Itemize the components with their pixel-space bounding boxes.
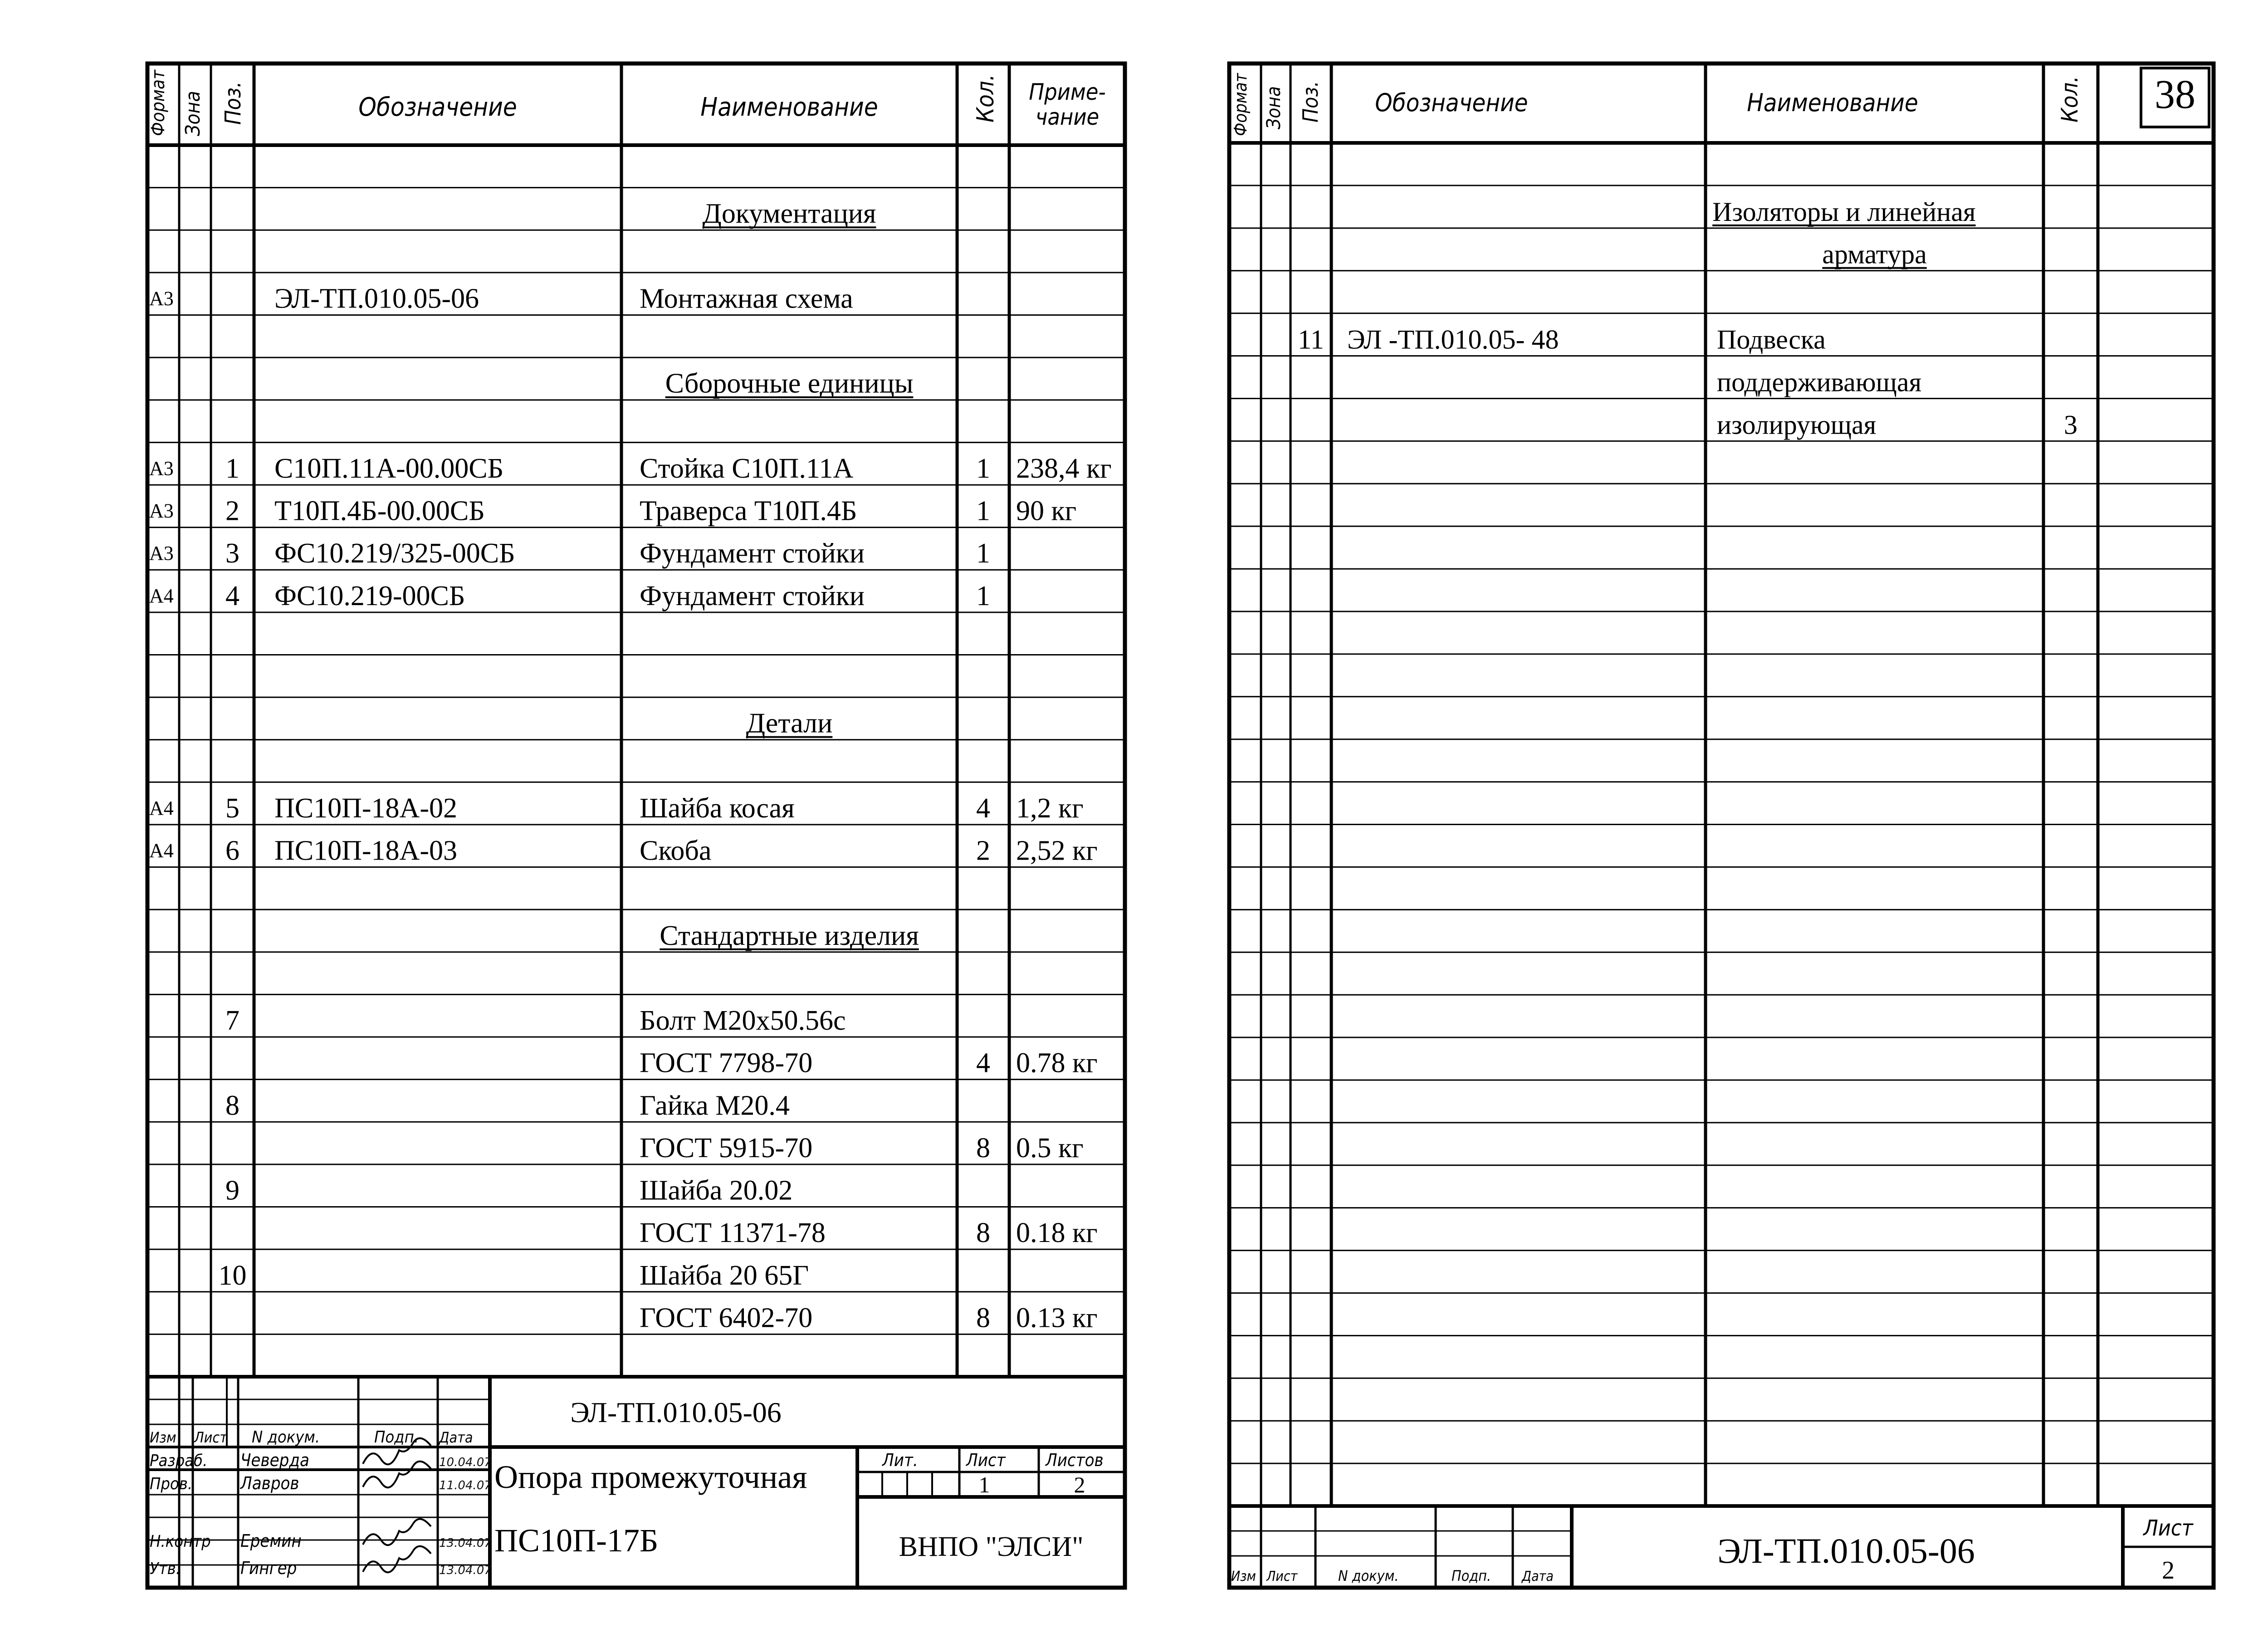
cell-note: 0.5 кг xyxy=(1016,1132,1084,1164)
cell-name: Шайба 20.02 xyxy=(640,1175,793,1206)
section-heading: Стандартные изделия xyxy=(660,920,919,951)
section-heading: Сборочные единицы xyxy=(665,368,914,399)
document-title: Опора промежуточная xyxy=(494,1459,807,1495)
cell-designation: ЭЛ -ТП.010.05- 48 xyxy=(1347,324,1559,355)
cell-note: 0.13 кг xyxy=(1016,1302,1098,1334)
cell-pos: 4 xyxy=(225,580,240,611)
role-surname: Лавров xyxy=(240,1473,299,1493)
cell-format: А3 xyxy=(149,499,174,522)
cell-qty: 3 xyxy=(2064,410,2077,440)
role-date: 13.04.07 xyxy=(439,1564,492,1577)
header-name: Наименование xyxy=(1747,88,1918,117)
cell-name: Шайба косая xyxy=(640,792,795,824)
label-sheets: Листов xyxy=(1046,1450,1104,1470)
label-podp: Подп. xyxy=(374,1428,419,1447)
right-title-block xyxy=(1229,1506,2214,1588)
sheet-number: 1 xyxy=(978,1472,990,1497)
handwritten-signature xyxy=(363,1462,431,1488)
label-izm: Изм xyxy=(1231,1569,1256,1584)
header-qty: Кол. xyxy=(972,74,999,122)
cell-qty: 8 xyxy=(976,1132,990,1164)
sheet-number: 2 xyxy=(2162,1556,2175,1584)
cell-note: 238,4 кг xyxy=(1016,453,1112,484)
cell-name: ГОСТ 5915-70 xyxy=(640,1132,813,1164)
label-ndokum: N докум. xyxy=(252,1428,320,1447)
cell-note: 0.78 кг xyxy=(1016,1047,1098,1079)
role-label: Н.контр xyxy=(150,1532,211,1551)
header-format: Формат xyxy=(148,70,169,136)
role-surname: Чеверда xyxy=(240,1450,309,1470)
cell-pos: 5 xyxy=(225,792,240,824)
cell-pos: 2 xyxy=(225,495,240,527)
cell-designation: ПС10П-18А-03 xyxy=(274,835,457,866)
role-label: Пров. xyxy=(150,1475,193,1493)
cell-name: Гайка М20.4 xyxy=(640,1090,790,1121)
role-date: 11.04.07 xyxy=(439,1479,492,1492)
cell-name: Фундамент стойки xyxy=(640,538,865,569)
cell-qty: 4 xyxy=(976,792,990,824)
cell-pos: 8 xyxy=(225,1090,240,1121)
cell-name: Шайба 20 65Г xyxy=(640,1260,809,1291)
label-lit: Лит. xyxy=(882,1450,918,1470)
label-data: Дата xyxy=(1522,1569,1554,1584)
section-heading: Документация xyxy=(702,198,876,230)
cell-designation: ЭЛ-ТП.010.05-06 xyxy=(274,283,479,314)
label-ndokum: N докум. xyxy=(1338,1567,1399,1584)
cell-name: Траверса Т10П.4Б xyxy=(640,495,857,527)
cell-format: А4 xyxy=(149,584,174,607)
cell-pos: 1 xyxy=(225,453,240,484)
label-sheet: Лист xyxy=(2143,1516,2193,1541)
cell-name: Стойка С10П.11А xyxy=(640,453,854,484)
cell-name: ГОСТ 7798-70 xyxy=(640,1047,813,1079)
cell-qty: 4 xyxy=(976,1047,990,1079)
role-label: Разраб. xyxy=(150,1452,208,1470)
header-pos: Поз. xyxy=(220,81,246,125)
label-izm: Изм xyxy=(150,1429,176,1446)
header-designation: Обозначение xyxy=(358,93,517,122)
cell-designation: С10П.11А-00.00СБ xyxy=(274,453,504,484)
cell-pos: 6 xyxy=(225,835,240,866)
cell-qty: 1 xyxy=(976,453,990,484)
sheets-total: 2 xyxy=(1074,1472,1085,1497)
role-surname: Еремин xyxy=(240,1531,302,1551)
section-heading: Детали xyxy=(746,708,833,739)
label-sheet: Лист xyxy=(966,1450,1006,1470)
cell-format: А4 xyxy=(149,797,174,819)
role-date: 13.04.07 xyxy=(439,1536,492,1550)
cell-name: Монтажная схема xyxy=(640,283,853,314)
cell-designation: ПС10П-18А-02 xyxy=(274,792,457,824)
cell-name: ГОСТ 6402-70 xyxy=(640,1302,813,1334)
organization: ВНПО "ЭЛСИ" xyxy=(899,1531,1084,1562)
page-number: 38 xyxy=(2155,72,2195,117)
cell-name: Фундамент стойки xyxy=(640,580,865,611)
left-specification-text xyxy=(148,69,1112,1333)
cell-pos: 3 xyxy=(225,538,240,569)
cell-note: 2,52 кг xyxy=(1016,835,1098,866)
right-specification-text xyxy=(1231,72,2195,440)
cell-note: 0.18 кг xyxy=(1016,1217,1098,1249)
section-heading: арматура xyxy=(1822,239,1927,269)
cell-qty: 8 xyxy=(976,1217,990,1249)
left-title-block xyxy=(147,1377,1125,1588)
cell-format: А3 xyxy=(149,542,174,565)
cell-pos: 11 xyxy=(1298,324,1324,355)
label-podp: Подп. xyxy=(1452,1567,1491,1584)
cell-name: Болт М20х50.56с xyxy=(640,1005,846,1037)
header-note: чание xyxy=(1035,104,1100,130)
right-specification-grid xyxy=(1229,64,2214,1588)
cell-note: 90 кг xyxy=(1016,495,1077,527)
cell-name: Подвеска xyxy=(1717,324,1826,355)
header-qty: Кол. xyxy=(2057,76,2083,122)
role-label: Утв. xyxy=(150,1560,181,1578)
cell-format: А3 xyxy=(149,457,174,479)
document-subtitle: ПС10П-17Б xyxy=(494,1522,659,1559)
header-name: Наименование xyxy=(700,93,878,122)
header-format: Формат xyxy=(1231,73,1251,136)
header-zone: Зона xyxy=(1262,86,1285,129)
cell-pos: 7 xyxy=(225,1005,240,1037)
header-zone: Зона xyxy=(181,91,205,136)
cell-qty: 2 xyxy=(976,835,990,866)
label-list: Лист xyxy=(1266,1569,1298,1584)
section-heading: Изоляторы и линейная xyxy=(1712,196,1976,227)
cell-note: 1,2 кг xyxy=(1016,792,1084,824)
cell-name: Скоба xyxy=(640,835,712,866)
cell-format: А3 xyxy=(149,287,174,310)
cell-designation: ФС10.219/325-00СБ xyxy=(274,538,515,569)
handwritten-signature xyxy=(363,1546,431,1573)
cell-name: поддерживающая xyxy=(1717,367,1922,397)
cell-designation: ФС10.219-00СБ xyxy=(274,580,465,611)
cell-pos: 10 xyxy=(218,1260,247,1291)
header-note: Приме- xyxy=(1029,79,1106,105)
cell-name: ГОСТ 11371-78 xyxy=(640,1217,826,1249)
document-code: ЭЛ-ТП.010.05-06 xyxy=(570,1396,782,1428)
cell-format: А4 xyxy=(149,839,174,862)
cell-qty: 8 xyxy=(976,1302,990,1334)
cell-designation: Т10П.4Б-00.00СБ xyxy=(274,495,485,527)
cell-qty: 1 xyxy=(976,538,990,569)
handwritten-signature xyxy=(363,1519,431,1545)
header-pos: Поз. xyxy=(1298,81,1323,122)
header-designation: Обозначение xyxy=(1375,88,1528,117)
role-surname: Гингер xyxy=(240,1558,297,1578)
role-date: 10.04.07 xyxy=(439,1456,492,1469)
cell-name: изолирующая xyxy=(1717,410,1877,440)
cell-pos: 9 xyxy=(225,1175,240,1206)
label-list: Лист xyxy=(194,1429,227,1446)
cell-qty: 1 xyxy=(976,495,990,527)
right-outer-frame xyxy=(1229,64,2214,1588)
cell-qty: 1 xyxy=(976,580,990,611)
label-data: Дата xyxy=(439,1429,473,1446)
document-code: ЭЛ-ТП.010.05-06 xyxy=(1717,1531,1975,1570)
